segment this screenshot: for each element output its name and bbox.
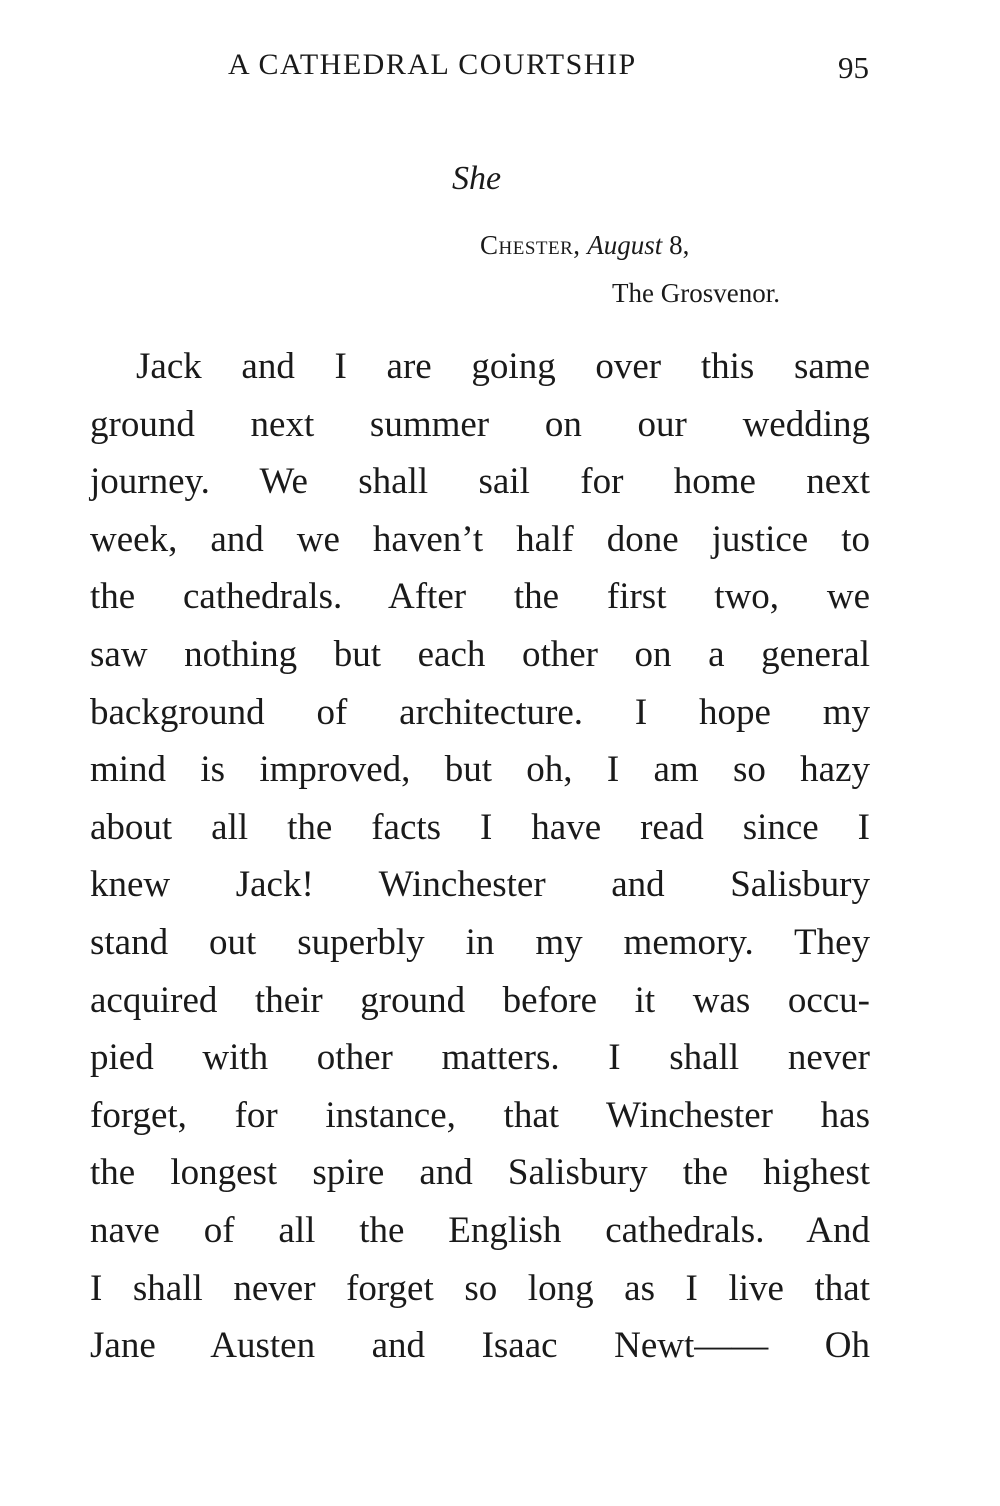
- text-line: week, and we haven’t half done justice to: [90, 518, 870, 560]
- text-line: the cathedrals. After the first two, we: [90, 576, 870, 618]
- text-line: saw nothing but each other on a general: [90, 633, 870, 675]
- section-title: She: [452, 160, 502, 197]
- dateline-address: The Grosvenor.: [612, 278, 780, 308]
- running-head: A CATHEDRAL COURTSHIP: [228, 48, 637, 81]
- text-line: journey. We shall sail for home next: [90, 461, 870, 503]
- text-line: about all the facts I have read since I: [90, 806, 870, 848]
- text-line: knew Jack! Winchester and Salisbury: [90, 864, 870, 906]
- text-line: the longest spire and Salisbury the highest: [90, 1152, 870, 1194]
- dateline-month: August: [587, 230, 663, 260]
- page-number: 95: [838, 50, 869, 85]
- dateline-place: Chester,: [480, 230, 581, 260]
- text-line: Jane Austen and Isaac Newt—— Oh: [90, 1325, 870, 1367]
- dateline-day: 8,: [669, 230, 690, 260]
- text-line: background of architecture. I hope my: [90, 691, 870, 733]
- text-line: nave of all the English cathedrals. And: [90, 1209, 870, 1251]
- text-line: Jack and I are going over this same: [136, 346, 870, 387]
- text-line: stand out superbly in my memory. They: [90, 921, 870, 963]
- text-line: I shall never forget so long as I live that: [90, 1267, 870, 1309]
- text-line: acquired their ground before it was occu-: [90, 979, 870, 1021]
- text-line: mind is improved, but oh, I am so hazy: [90, 749, 870, 791]
- body-paragraph: [90, 338, 870, 1375]
- text-line: forget, for instance, that Winchester has: [90, 1094, 870, 1136]
- text-line: pied with other matters. I shall never: [90, 1037, 870, 1079]
- dateline: [480, 230, 689, 261]
- text-line: ground next summer on our wedding: [90, 403, 870, 445]
